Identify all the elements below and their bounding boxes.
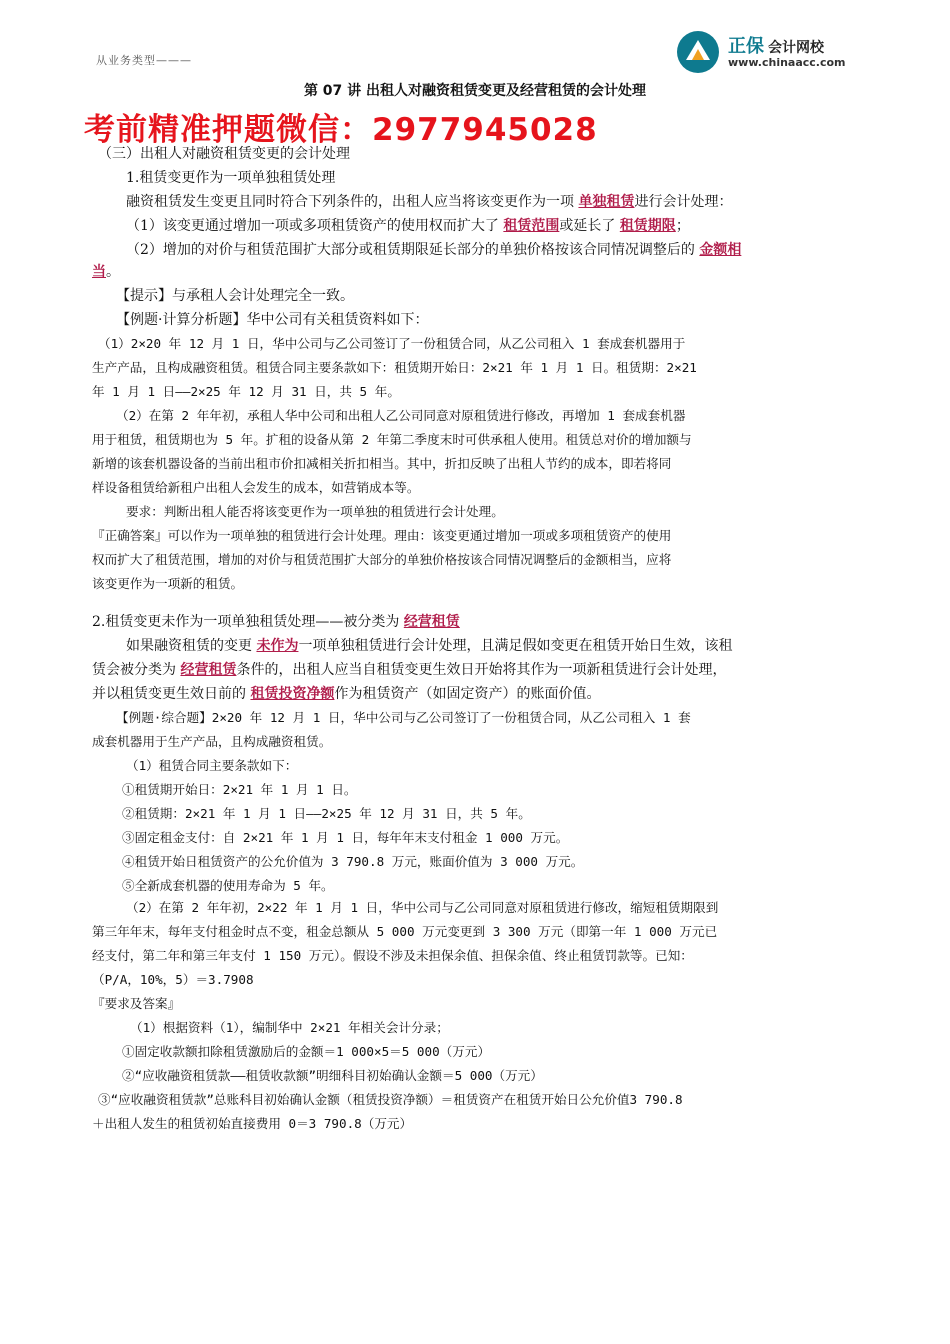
example-requirement: 要求：判断出租人能否将该变更作为一项单独的租赁进行会计处理。 [126, 504, 504, 519]
keyword: 租赁投资净额 [250, 686, 335, 702]
condition-2-cont: 当。 [92, 264, 120, 280]
logo [676, 30, 876, 74]
subsection-heading-2: 2.租赁变更未作为一项单独租赁处理——被分类为 经营租赁 [92, 614, 460, 630]
logo-brand: 正保 会计网校 [728, 36, 824, 57]
paragraph-line: 融资租赁发生变更且同时符合下列条件的，出租人应当将该变更作为一项 单独租赁进行会计处理： [126, 194, 733, 210]
example-title: 【例题·综合题】2×20 年 12 月 1 日，华中公司与乙公司签订了一份租赁合同，从乙公司租入 1 套 [116, 710, 691, 725]
requirement-line: ②“应收融资租赁款——租赁收款额”明细科目初始确认金额＝5 000（万元） [122, 1068, 543, 1083]
keyword: 经营租赁 [180, 662, 237, 678]
list-item: ⑤全新成套机器的使用寿命为 5 年。 [122, 878, 334, 893]
example-title: 【例题·计算分析题】华中公司有关租赁资料如下： [116, 312, 429, 328]
paragraph-line: 如果融资租赁的变更 未作为一项单独租赁进行会计处理，且满足假如变更在租赁开始日生效，该租 [126, 638, 733, 654]
answer-line: 该变更作为一项新的租赁。 [92, 576, 244, 591]
example-line: 年 1 月 1 日——2×25 年 12 月 31 日，共 5 年。 [92, 384, 400, 399]
example-line: （1）租赁合同主要条款如下： [126, 758, 298, 773]
list-item: ③固定租金支付：自 2×21 年 1 月 1 日，每年年末支付租金 1 000 万元。 [122, 830, 569, 845]
subsection-heading: 1.租赁变更作为一项单独租赁处理 [126, 170, 336, 186]
list-item: ①租赁期开始日：2×21 年 1 月 1 日。 [122, 782, 357, 797]
example-line: 第三年年末，每年支付租金时点不变，租金总额从 5 000 万元变更到 3 300 万元（即第一年 1 000 万元已 [92, 924, 718, 939]
answer-line: 『正确答案』可以作为一项单独的租赁进行会计处理。理由：该变更通过增加一项或多项租赁资产的使用 [92, 528, 672, 543]
section-heading: （三）出租人对融资租赁变更的会计处理 [98, 146, 350, 162]
paragraph-line: 赁会被分类为 经营租赁条件的，出租人应当自租赁变更生效日开始将其作为一项新租赁进行会计处理， [92, 662, 727, 678]
keyword: 金额相 [699, 242, 742, 258]
example-line: （P/A，10%，5）＝3.7908 [92, 972, 254, 987]
keyword: 未作为 [256, 638, 299, 654]
requirement-line: ＋出租人发生的租赁初始直接费用 0＝3 790.8（万元） [92, 1116, 413, 1131]
example-line: 经支付，第二年和第三年支付 1 150 万元）。假设不涉及未担保余值、担保余值、终止租赁罚款等。已知： [92, 948, 693, 963]
keyword: 经营租赁 [403, 614, 460, 630]
example-line: 生产产品，且构成融资租赁。租赁合同主要条款如下：租赁期开始日：2×21 年 1 月 1 日。租赁期：2×21 [92, 360, 697, 375]
hint: 【提示】与承租人会计处理完全一致。 [116, 288, 354, 304]
example-line: 用于租赁，租赁期也为 5 年。扩租的设备从第 2 年第二季度末时可供承租人使用。租赁总对价的增加额与 [92, 432, 692, 447]
header-left-text: 从业务类型——— [96, 54, 192, 67]
example-line: 新增的该套机器设备的当前出租市价扣减相关折扣相当。其中，折扣反映了出租人节约的成本，即若将同 [92, 456, 672, 471]
requirement-line: ①固定收款额扣除租赁激励后的金额＝1 000×5＝5 000（万元） [122, 1044, 491, 1059]
answer-line: 权而扩大了租赁范围，增加的对价与租赁范围扩大部分的单独价格按该合同情况调整后的金额相当，应将 [92, 552, 672, 567]
keyword: 单独租赁 [578, 194, 635, 210]
condition-2: （2）增加的对价与租赁范围扩大部分或租赁期限延长部分的单独价格按该合同情况调整后的 金额相 [126, 242, 742, 258]
paragraph-line: 并以租赁变更生效日前的 租赁投资净额作为租赁资产（如固定资产）的账面价值。 [92, 686, 601, 702]
example-line: （2）在第 2 年年初，承租人华中公司和出租人乙公司同意对原租赁进行修改，再增加 1 套成套机器 [116, 408, 686, 423]
list-item: ②租赁期：2×21 年 1 月 1 日——2×25 年 12 月 31 日，共 5 年。 [122, 806, 531, 821]
keyword: 租赁期限 [619, 218, 676, 234]
keyword: 租赁范围 [503, 218, 560, 234]
example-line: 成套机器用于生产产品，且构成融资租赁。 [92, 734, 332, 749]
logo-url: www.chinaacc.com [728, 56, 846, 69]
keyword: 当 [92, 264, 106, 280]
example-line: （2）在第 2 年年初，2×22 年 1 月 1 日，华中公司与乙公司同意对原租赁进行修改，缩短租赁期限到 [126, 900, 719, 915]
logo-icon [676, 30, 720, 74]
page-title: 第 07 讲 出租人对融资租赁变更及经营租赁的会计处理 [303, 83, 647, 99]
list-item: ④租赁开始日租赁资产的公允价值为 3 790.8 万元，账面价值为 3 000 万元。 [122, 854, 584, 869]
condition-1: （1）该变更通过增加一项或多项租赁资产的使用权而扩大了 租赁范围或延长了 租赁期限； [126, 218, 690, 234]
requirement-line: （1）根据资料（1），编制华中 2×21 年相关会计分录； [130, 1020, 449, 1035]
promo-banner: 考前精准押题微信：2977945028 [84, 112, 598, 148]
requirements-heading: 『要求及答案』 [92, 996, 181, 1011]
requirement-line: ③“应收融资租赁款”总账科目初始确认金额（租赁投资净额）＝租赁资产在租赁开始日公允价值3 790.8 [98, 1092, 683, 1107]
example-line: 样设备租赁给新租户出租人会发生的成本，如营销成本等。 [92, 480, 420, 495]
example-line: （1）2×20 年 12 月 1 日，华中公司与乙公司签订了一份租赁合同，从乙公司租入 1 套成套机器用于 [98, 336, 686, 351]
